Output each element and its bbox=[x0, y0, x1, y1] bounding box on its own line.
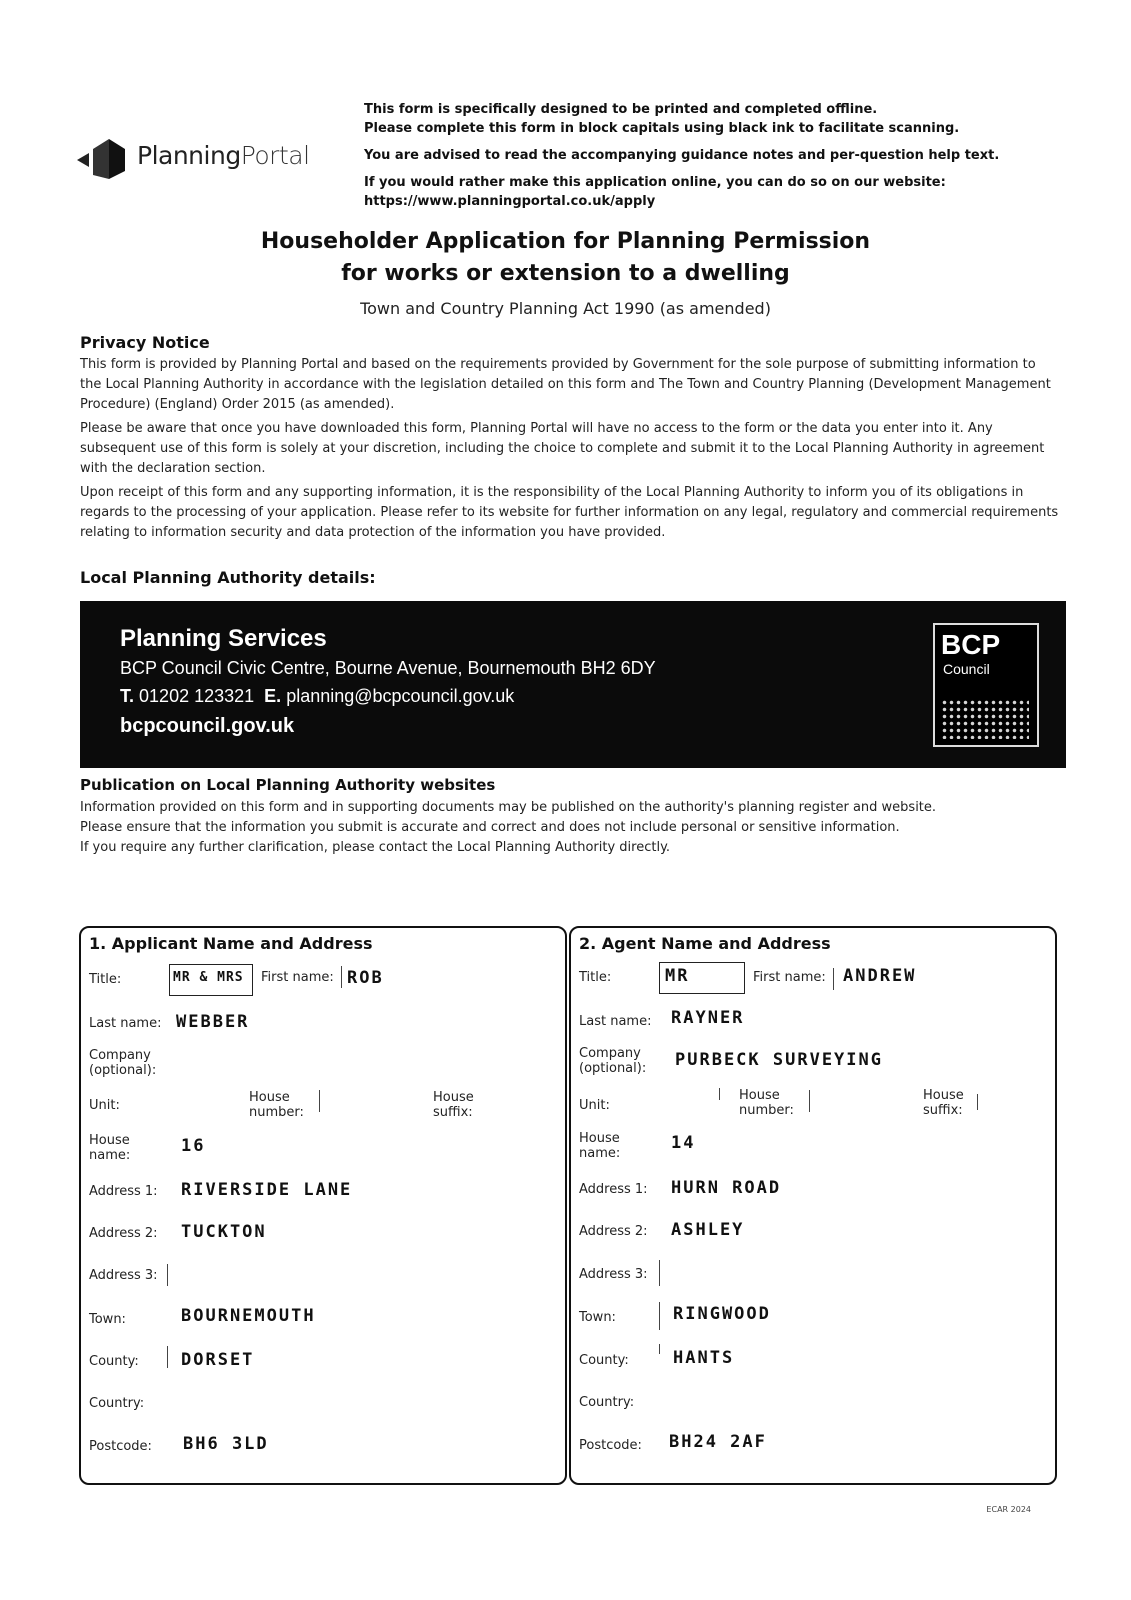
applicant-address1-value[interactable]: RIVERSIDE LANE bbox=[181, 1180, 353, 1200]
agent-address2-label: Address 2: bbox=[579, 1224, 648, 1239]
bcp-logo-subtext: Council bbox=[943, 661, 990, 677]
privacy-heading: Privacy Notice bbox=[80, 333, 210, 352]
form-title-line-2: for works or extension to a dwelling bbox=[341, 261, 790, 286]
applicant-company-label bbox=[89, 1048, 156, 1078]
house-name-label-line-2: name: bbox=[89, 1148, 131, 1163]
agent-address3-label: Address 3: bbox=[579, 1267, 648, 1282]
house-suffix-label-line-2: suffix: bbox=[433, 1105, 473, 1120]
agent-house-number-label bbox=[739, 1088, 794, 1118]
applicant-address2-label: Address 2: bbox=[89, 1226, 158, 1241]
applicant-house-name-value[interactable]: 16 bbox=[181, 1136, 206, 1156]
agent-town-value[interactable]: RINGWOOD bbox=[673, 1304, 771, 1324]
applicant-county-label: County: bbox=[89, 1354, 139, 1369]
publication-heading: Publication on Local Planning Authority websites bbox=[80, 776, 496, 794]
privacy-paragraph-1: This form is provided by Planning Portal and based on the requirements provided by Government for the sole purpose of submitting information to the Local Planning Authority in accordance with the legislation detailed on this form and The Town and Country Planning (Development Management Procedure) (England) Order 2015 (as amended). bbox=[80, 357, 1051, 412]
applicant-country-label: Country: bbox=[89, 1396, 145, 1411]
house-suffix-label-line-1: House bbox=[433, 1090, 474, 1105]
intro-line-5: https://www.planningportal.co.uk/apply bbox=[364, 194, 656, 209]
agent-address1-label: Address 1: bbox=[579, 1182, 648, 1197]
company-label-line-1: Company bbox=[89, 1048, 151, 1063]
agent-house-name-value[interactable]: 14 bbox=[671, 1133, 696, 1153]
house-name-label-line-1: House bbox=[89, 1133, 130, 1148]
lpa-address: BCP Council Civic Centre, Bourne Avenue, Bournemouth BH2 6DY bbox=[120, 658, 656, 678]
company-label-line-2: (optional): bbox=[89, 1063, 157, 1078]
agent-house-suffix-label bbox=[923, 1088, 964, 1118]
agent-postcode-value[interactable]: BH24 2AF bbox=[669, 1432, 767, 1452]
agent-section bbox=[569, 926, 1057, 1485]
planning-portal-logo bbox=[75, 135, 335, 185]
lpa-name: Planning Services bbox=[120, 625, 327, 652]
applicant-house-suffix-label bbox=[433, 1090, 474, 1120]
applicant-town-label: Town: bbox=[89, 1312, 126, 1327]
phone-label: T. bbox=[120, 686, 135, 706]
agent-address2-value[interactable]: ASHLEY bbox=[671, 1220, 745, 1240]
applicant-county-value[interactable]: DORSET bbox=[181, 1350, 255, 1370]
applicant-heading: 1. Applicant Name and Address bbox=[89, 934, 373, 953]
agent-company-value[interactable]: PURBECK SURVEYING bbox=[675, 1050, 883, 1070]
applicant-title-label: Title: bbox=[89, 972, 122, 987]
logo-brand: Planning bbox=[137, 141, 241, 170]
applicant-postcode-value[interactable]: BH6 3LD bbox=[183, 1434, 269, 1454]
lpa-phone: 01202 123321 bbox=[139, 686, 255, 706]
agent-house-suffix-label-line-1: House bbox=[923, 1088, 964, 1103]
applicant-last-name-label: Last name: bbox=[89, 1016, 162, 1031]
applicant-house-number-label bbox=[249, 1090, 304, 1120]
lpa-heading: Local Planning Authority details: bbox=[80, 568, 376, 587]
agent-company-label-line-2: (optional): bbox=[579, 1061, 647, 1076]
agent-address1-value[interactable]: HURN ROAD bbox=[671, 1178, 782, 1198]
agent-country-label: Country: bbox=[579, 1395, 635, 1410]
applicant-first-name-label: First name: bbox=[261, 970, 334, 985]
agent-first-name-value[interactable]: ANDREW bbox=[843, 966, 917, 986]
form-act: Town and Country Planning Act 1990 (as amended) bbox=[360, 299, 771, 318]
applicant-last-name-value[interactable]: WEBBER bbox=[176, 1012, 250, 1032]
agent-title-value: MR bbox=[665, 966, 690, 986]
bcp-logo-dots-icon bbox=[941, 699, 1029, 739]
lpa-website: bcpcouncil.gov.uk bbox=[120, 715, 295, 737]
logo-brand-suffix: Portal bbox=[240, 141, 310, 170]
applicant-town-value[interactable]: BOURNEMOUTH bbox=[181, 1306, 316, 1326]
applicant-unit-label: Unit: bbox=[89, 1098, 120, 1113]
agent-house-name-label-line-1: House bbox=[579, 1131, 620, 1146]
house-number-label-line-1: House bbox=[249, 1090, 290, 1105]
agent-house-suffix-label-line-2: suffix: bbox=[923, 1103, 963, 1118]
lpa-email: planning@bcpcouncil.gov.uk bbox=[286, 686, 515, 706]
agent-house-name-label-line-2: name: bbox=[579, 1146, 621, 1161]
intro-instructions bbox=[364, 100, 1044, 211]
form-title-line-1: Householder Application for Planning Permission bbox=[260, 229, 871, 254]
agent-company-label bbox=[579, 1046, 646, 1076]
intro-line-3: You are advised to read the accompanying guidance notes and per-question help text. bbox=[364, 148, 1000, 163]
applicant-address1-label: Address 1: bbox=[89, 1184, 158, 1199]
agent-title-label: Title: bbox=[579, 970, 612, 985]
privacy-notice bbox=[80, 355, 1060, 547]
applicant-first-name-value[interactable]: ROB bbox=[347, 968, 384, 988]
applicant-house-name-label bbox=[89, 1133, 130, 1163]
lpa-details-box bbox=[80, 601, 1066, 768]
publication-line-3: If you require any further clarification, please contact the Local Planning Authority directly. bbox=[80, 840, 671, 855]
applicant-title-value: MR & MRS bbox=[173, 970, 244, 985]
publication-line-2: Please ensure that the information you submit is accurate and correct and does not include personal or sensitive information. bbox=[80, 820, 900, 835]
agent-last-name-label: Last name: bbox=[579, 1014, 652, 1029]
agent-county-label: County: bbox=[579, 1353, 629, 1368]
agent-company-label-line-1: Company bbox=[579, 1046, 641, 1061]
bcp-council-logo bbox=[933, 623, 1039, 747]
privacy-paragraph-2: Please be aware that once you have downloaded this form, Planning Portal will have no access to the form or the data you enter into it. Any subsequent use of this form is solely at your discretion, including the choice to complete and submit it to the Local Planning Authority in agreement with the declaration section. bbox=[80, 421, 1045, 476]
publication-text bbox=[80, 798, 1060, 858]
form-code: ECAR 2024 bbox=[986, 1505, 1031, 1514]
agent-postcode-label: Postcode: bbox=[579, 1438, 642, 1453]
agent-town-label: Town: bbox=[579, 1310, 616, 1325]
agent-house-name-label bbox=[579, 1131, 620, 1161]
agent-first-name-label: First name: bbox=[753, 970, 826, 985]
applicant-section bbox=[79, 926, 567, 1485]
applicant-postcode-label: Postcode: bbox=[89, 1439, 152, 1454]
agent-county-value[interactable]: HANTS bbox=[673, 1348, 735, 1368]
agent-last-name-value[interactable]: RAYNER bbox=[671, 1008, 745, 1028]
intro-line-2: Please complete this form in block capitals using black ink to facilitate scanning. bbox=[364, 121, 960, 136]
agent-house-number-label-line-1: House bbox=[739, 1088, 780, 1103]
bcp-logo-text: BCP bbox=[941, 629, 1001, 660]
agent-house-number-label-line-2: number: bbox=[739, 1103, 794, 1118]
intro-line-1: This form is specifically designed to be printed and completed offline. bbox=[364, 102, 878, 117]
house-number-label-line-2: number: bbox=[249, 1105, 304, 1120]
email-label: E. bbox=[264, 686, 282, 706]
privacy-paragraph-3: Upon receipt of this form and any supporting information, it is the responsibility of the Local Planning Authority to inform you of its obligations in regards to the processing of your application. Please refer to its website for further information on any legal, regulatory and commercial requirements relating to information security and data protection of the information you have provided. bbox=[80, 485, 1059, 540]
intro-line-4: If you would rather make this application online, you can do so on our website: bbox=[364, 175, 946, 190]
agent-unit-label: Unit: bbox=[579, 1098, 610, 1113]
applicant-address2-value[interactable]: TUCKTON bbox=[181, 1222, 267, 1242]
planning-portal-logo-icon bbox=[75, 135, 133, 185]
lpa-contact bbox=[120, 686, 514, 707]
applicant-address3-label: Address 3: bbox=[89, 1268, 158, 1283]
publication-line-1: Information provided on this form and in supporting documents may be published on the authority's planning register and website. bbox=[80, 800, 937, 815]
agent-heading: 2. Agent Name and Address bbox=[579, 934, 831, 953]
